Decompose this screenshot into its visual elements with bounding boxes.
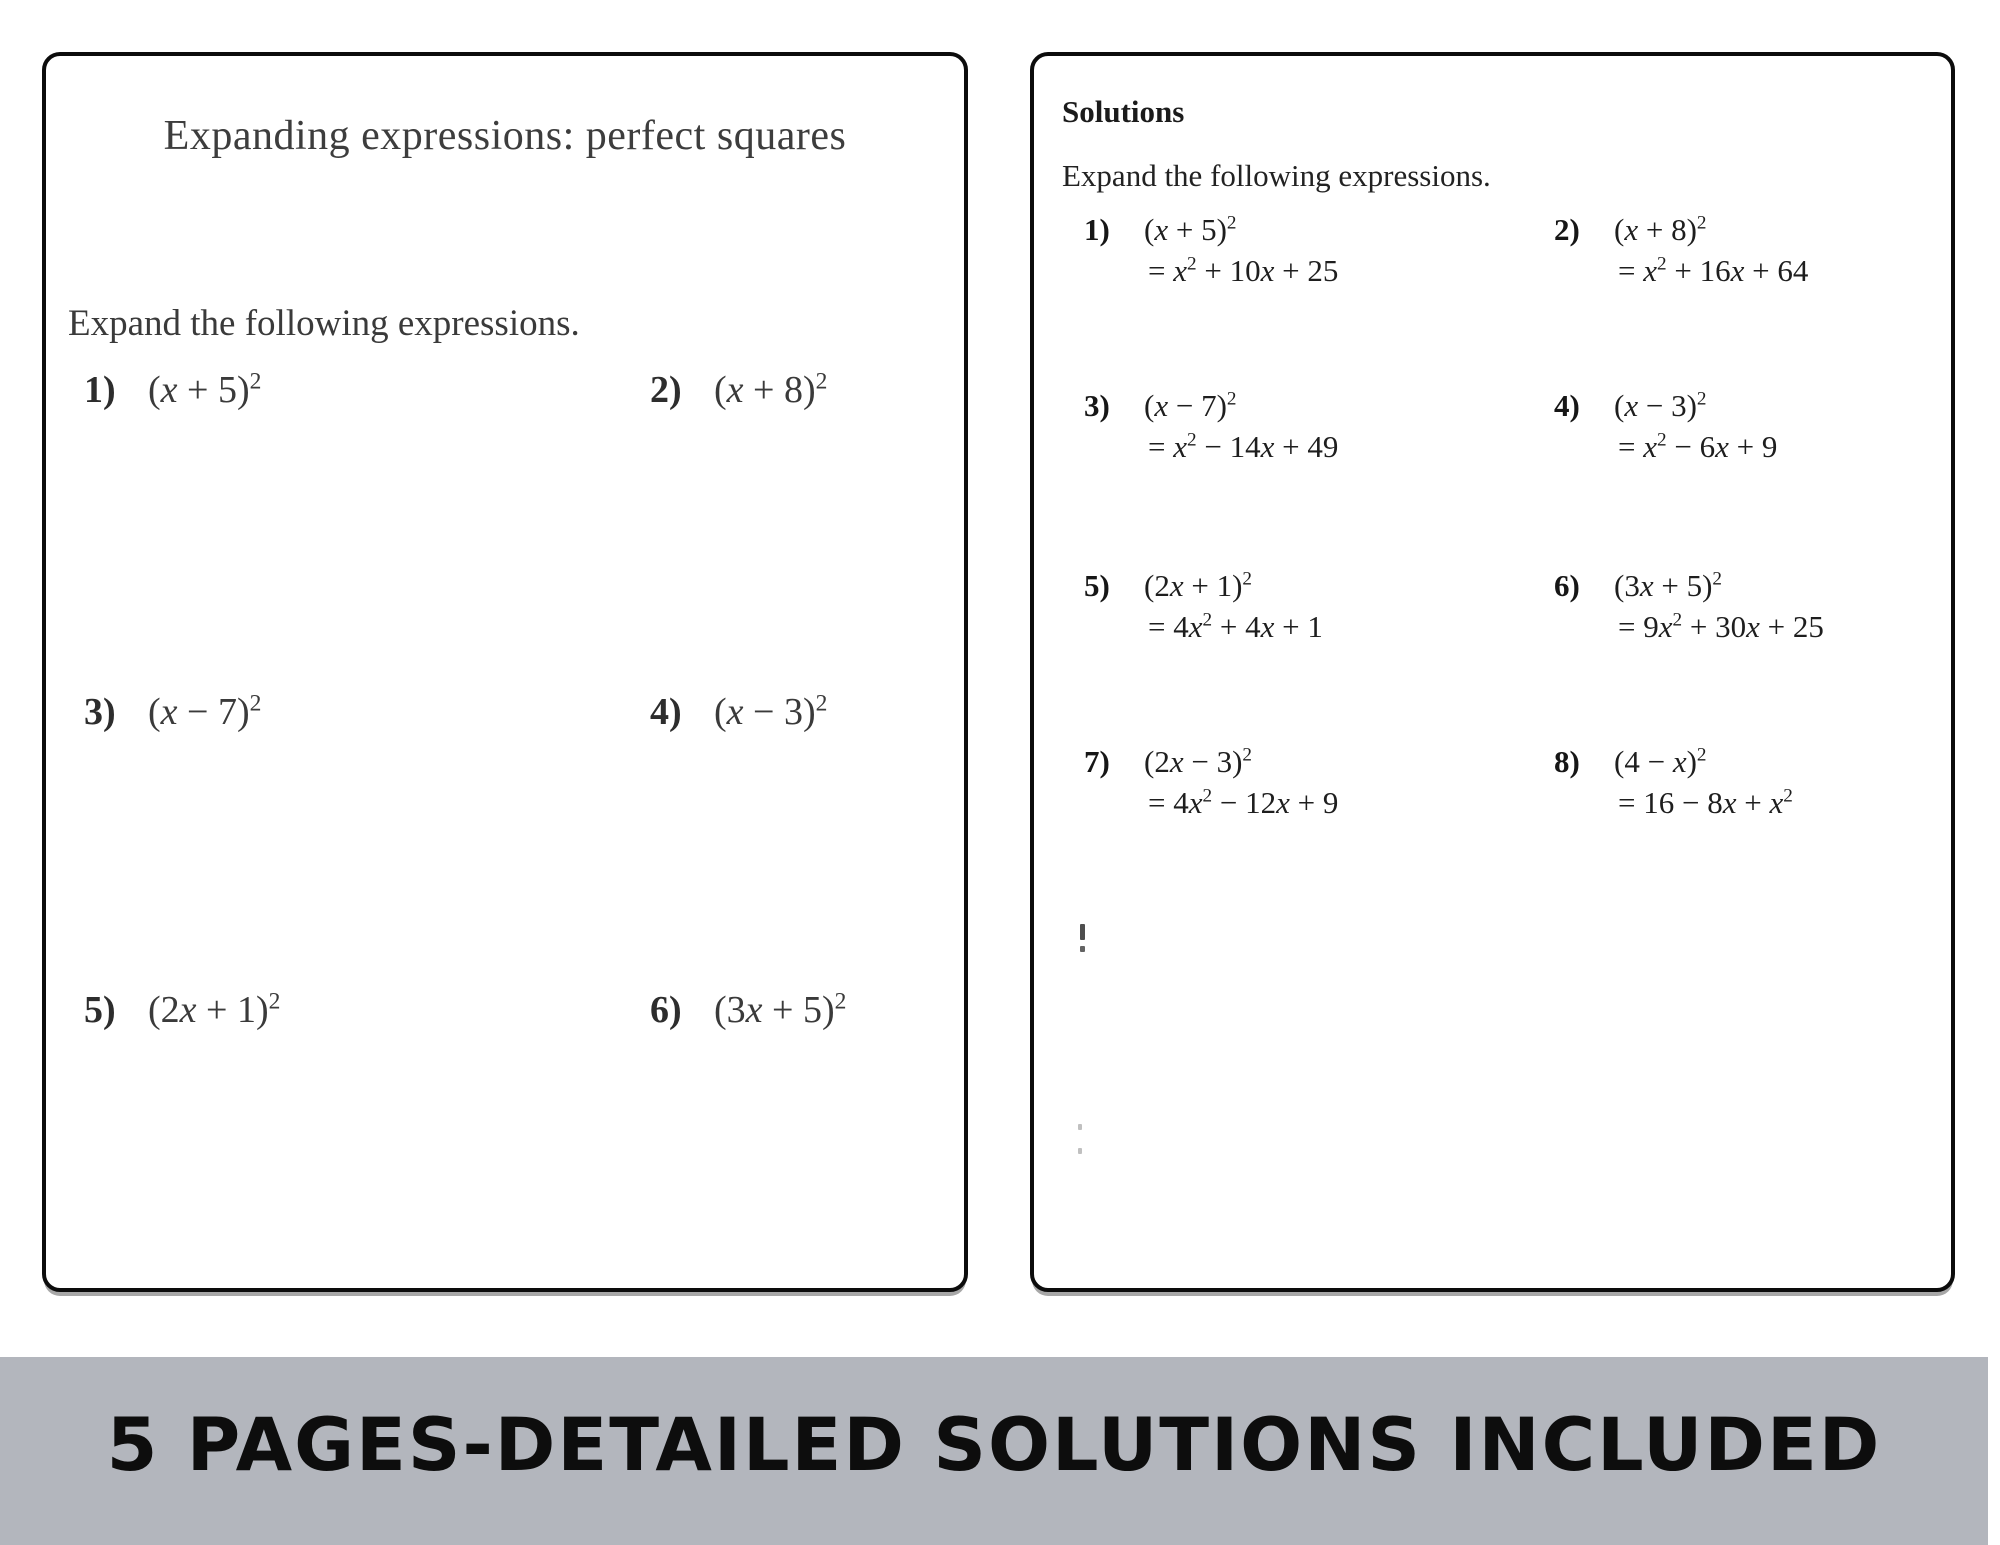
problem-item <box>84 690 261 734</box>
problem-item <box>650 368 827 412</box>
solution-answer: = $x^2 + 16x + 64$ <box>1618 253 1809 288</box>
problem-number: 6) <box>650 989 682 1031</box>
worksheet-page <box>42 52 968 1292</box>
solution-item <box>1084 388 1338 465</box>
solution-item <box>1554 212 1808 289</box>
problem-expression: $(x + 8)^2$ <box>1614 212 1707 247</box>
solutions-page <box>1030 52 1955 1292</box>
solutions-title: Solutions <box>1062 94 1185 129</box>
problem-number: 3) <box>84 691 116 733</box>
solution-answer: = $x^2 - 14x + 49$ <box>1148 429 1339 464</box>
solution-answer: = $4x^2 + 4x + 1$ <box>1148 609 1323 644</box>
problem-number: 5) <box>84 989 116 1031</box>
problem-item <box>650 690 827 734</box>
solution-item <box>1554 744 1793 821</box>
problem-number: 8) <box>1554 744 1580 779</box>
problem-expression: $(3x + 5)^2$ <box>714 988 847 1031</box>
page-title: Expanding expressions: perfect squares <box>163 113 847 159</box>
problem-number: 2) <box>650 369 682 411</box>
problem-expression: $(x - 3)^2$ <box>1614 388 1707 423</box>
print-artifact <box>1078 1124 1082 1130</box>
problem-expression: $(4 - x)^2$ <box>1614 744 1707 779</box>
print-artifact <box>1080 924 1085 940</box>
problem-number: 3) <box>1084 388 1110 423</box>
problem-expression: $(x + 5)^2$ <box>1144 212 1237 247</box>
problem-number: 7) <box>1084 744 1110 779</box>
problem-item <box>650 988 846 1032</box>
problem-number: 5) <box>1084 568 1110 603</box>
problem-expression: $(x - 3)^2$ <box>714 690 828 733</box>
problem-expression: $(x - 7)^2$ <box>1144 388 1237 423</box>
problem-expression: $(2x + 1)^2$ <box>148 988 281 1031</box>
banner <box>0 1357 1988 1545</box>
solution-item <box>1084 212 1338 289</box>
problem-number: 2) <box>1554 212 1580 247</box>
problem-expression: $(2x + 1)^2$ <box>1144 568 1253 603</box>
problem-number: 4) <box>650 691 682 733</box>
solution-answer: = $x^2 + 10x + 25$ <box>1148 253 1339 288</box>
solution-answer: = $4x^2 - 12x + 9$ <box>1148 785 1339 820</box>
print-artifact <box>1080 946 1085 952</box>
problem-number: 4) <box>1554 388 1580 423</box>
instruction-text: Expand the following expressions. <box>1062 158 1491 193</box>
solution-item <box>1554 568 1824 645</box>
problem-expression: $(3x + 5)^2$ <box>1614 568 1723 603</box>
problem-number: 1) <box>84 369 116 411</box>
problem-number: 1) <box>1084 212 1110 247</box>
solution-item <box>1554 388 1777 465</box>
instruction-text: Expand the following expressions. <box>68 303 580 344</box>
solution-answer: = $9x^2 + 30x + 25$ <box>1618 609 1824 644</box>
print-artifact <box>1078 1148 1082 1154</box>
solution-answer: = $16 - 8x + x^2$ <box>1618 785 1793 820</box>
problem-item <box>84 988 280 1032</box>
problem-number: 6) <box>1554 568 1580 603</box>
solution-answer: = $x^2 - 6x + 9$ <box>1618 429 1778 464</box>
problem-expression: $(2x - 3)^2$ <box>1144 744 1253 779</box>
solution-item <box>1084 744 1338 821</box>
problem-expression: $(x + 5)^2$ <box>148 368 262 411</box>
problem-expression: $(x - 7)^2$ <box>148 690 262 733</box>
problem-expression: $(x + 8)^2$ <box>714 368 828 411</box>
problem-item <box>84 368 261 412</box>
solution-item <box>1084 568 1323 645</box>
banner-text: 5 PAGES-DETAILED SOLUTIONS INCLUDED <box>106 1402 1882 1488</box>
